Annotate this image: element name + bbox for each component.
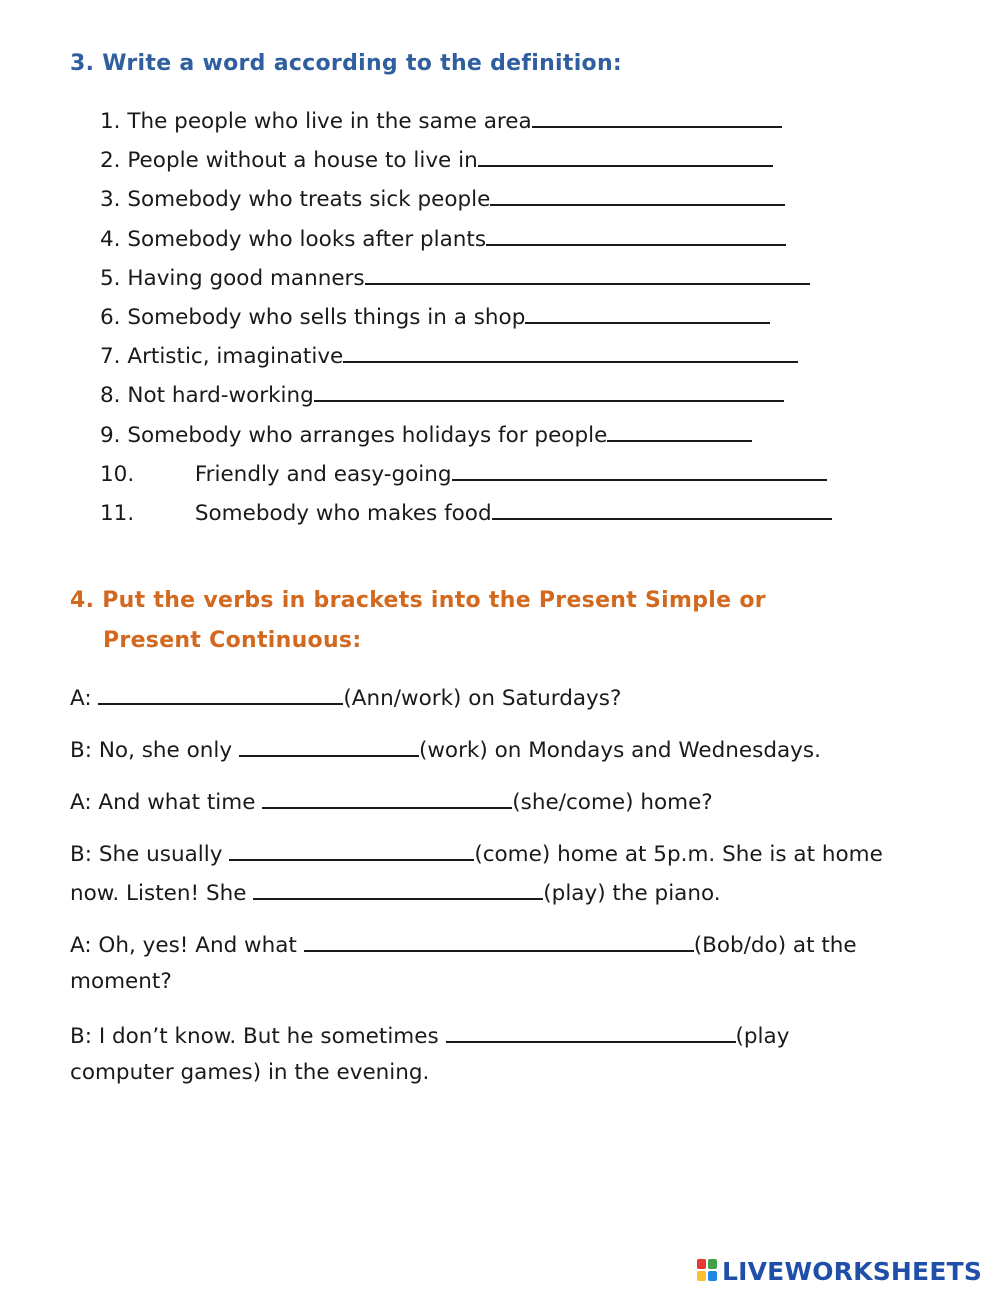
item-definition: Somebody who sells things in a shop xyxy=(127,304,526,330)
logo-text: LIVEWORKSHEETS xyxy=(722,1256,983,1286)
dialog-line xyxy=(70,1019,789,1052)
section-4-heading-continued: Present Continuous: xyxy=(103,628,362,653)
dialog-text: B: No, she only xyxy=(70,738,233,763)
dialog-text: A: Oh, yes! And what xyxy=(70,933,297,958)
item-definition: Somebody who looks after plants xyxy=(127,226,487,252)
item-number: 1. xyxy=(100,109,121,134)
item-number: 6. xyxy=(100,304,121,330)
item-definition: Having good manners xyxy=(127,265,365,291)
list-item xyxy=(100,339,880,378)
dialog-text: (play xyxy=(735,1024,790,1049)
dialog-text: (play) the piano. xyxy=(543,881,721,906)
dialog-line xyxy=(70,928,857,961)
dialog-line xyxy=(70,876,721,909)
dialog-text: moment? xyxy=(70,969,172,994)
item-definition: Not hard-working xyxy=(127,383,314,409)
logo-blocks-icon xyxy=(697,1259,719,1283)
answer-blank[interactable] xyxy=(239,733,419,757)
answer-blank[interactable] xyxy=(525,300,770,324)
dialog-text: (come) home at 5p.m. She is at home xyxy=(474,842,883,867)
answer-blank[interactable] xyxy=(452,457,827,481)
dialog-text: (work) on Mondays and Wednesdays. xyxy=(418,738,821,763)
item-definition: Artistic, imaginative xyxy=(127,344,344,370)
dialog-text: (Ann/work) on Saturdays? xyxy=(343,686,622,711)
dialog-text: B: I don’t know. But he sometimes xyxy=(70,1024,439,1049)
answer-blank[interactable] xyxy=(314,378,784,402)
item-number: 10. xyxy=(100,461,135,487)
item-definition: Somebody who treats sick people xyxy=(127,187,491,213)
item-number: 4. xyxy=(100,226,121,252)
dialog-text: (she/come) home? xyxy=(512,790,713,815)
list-item xyxy=(100,457,880,496)
dialog-line xyxy=(70,1058,429,1088)
liveworksheets-logo[interactable] xyxy=(697,1254,982,1288)
answer-blank[interactable] xyxy=(490,182,785,206)
dialog-text: A: xyxy=(70,686,92,711)
dialog-text: now. Listen! She xyxy=(70,881,247,906)
dialog-text: (Bob/do) at the xyxy=(693,933,857,958)
list-item xyxy=(100,300,880,339)
answer-blank[interactable] xyxy=(446,1019,736,1043)
answer-blank[interactable] xyxy=(229,837,474,861)
list-item xyxy=(100,261,880,300)
dialog-text: B: She usually xyxy=(70,842,223,867)
answer-blank[interactable] xyxy=(262,785,512,809)
item-definition: Friendly and easy-going xyxy=(194,461,452,487)
item-number: 7. xyxy=(100,344,121,370)
answer-blank[interactable] xyxy=(365,261,810,285)
definition-list xyxy=(100,104,880,535)
dialog-line xyxy=(70,733,821,766)
answer-blank[interactable] xyxy=(253,876,543,900)
answer-blank[interactable] xyxy=(98,681,343,705)
item-definition: The people who live in the same area xyxy=(127,109,532,134)
dialog-line xyxy=(70,681,621,714)
list-item xyxy=(100,143,880,182)
answer-blank[interactable] xyxy=(304,928,694,952)
item-number: 9. xyxy=(100,422,121,448)
item-definition: Somebody who makes food xyxy=(194,500,492,526)
answer-blank[interactable] xyxy=(607,418,752,442)
list-item xyxy=(100,418,880,457)
dialog-text: computer games) in the evening. xyxy=(70,1060,430,1085)
answer-blank[interactable] xyxy=(486,222,786,246)
item-definition: Somebody who arranges holidays for people xyxy=(127,422,608,448)
list-item xyxy=(100,496,880,535)
dialog-line xyxy=(70,967,172,997)
item-number: 11. xyxy=(100,500,135,526)
answer-blank[interactable] xyxy=(532,104,782,128)
list-item xyxy=(100,378,880,417)
section-4-heading: 4. Put the verbs in brackets into the Present Simple or xyxy=(70,588,766,613)
item-number: 3. xyxy=(100,187,121,213)
item-number: 2. xyxy=(100,148,121,174)
list-item xyxy=(100,222,880,261)
section-3-heading: 3. Write a word according to the definition: xyxy=(70,51,623,76)
answer-blank[interactable] xyxy=(492,496,832,520)
answer-blank[interactable] xyxy=(478,143,773,167)
answer-blank[interactable] xyxy=(343,339,798,363)
list-item xyxy=(100,182,880,221)
list-item xyxy=(100,104,880,143)
dialog-line xyxy=(70,837,883,870)
item-number: 5. xyxy=(100,265,121,291)
dialog-text: A: And what time xyxy=(70,790,256,815)
item-definition: People without a house to live in xyxy=(127,148,478,174)
dialog-line xyxy=(70,785,713,818)
item-number: 8. xyxy=(100,383,121,409)
